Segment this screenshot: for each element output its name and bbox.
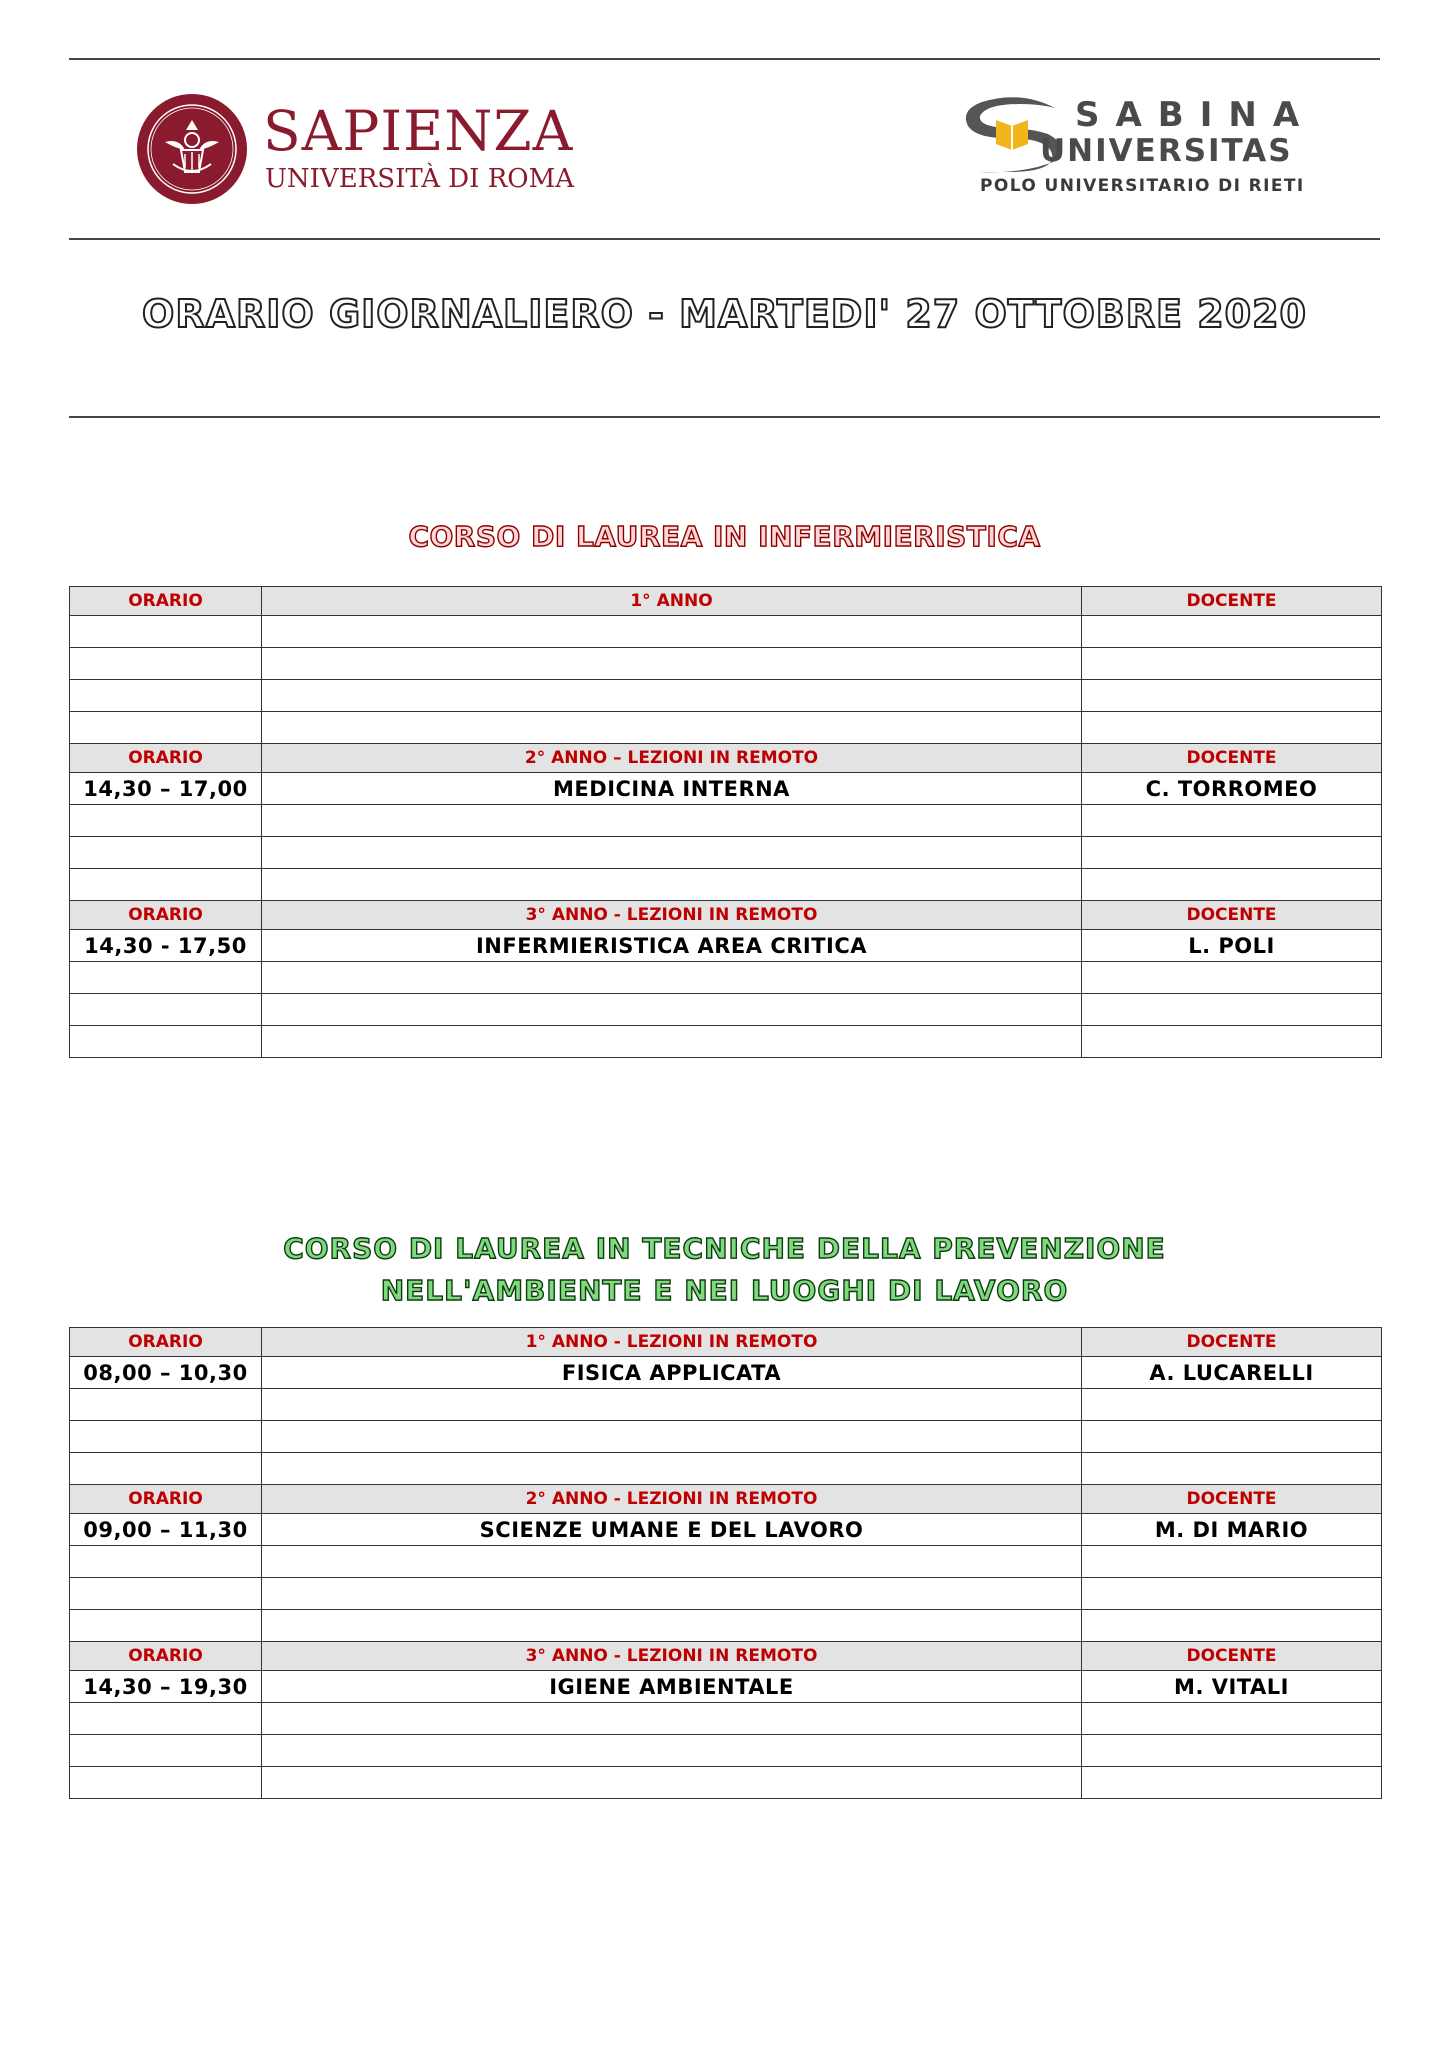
course-title-line-1: CORSO DI LAUREA IN TECNICHE DELLA PREVENZIONE bbox=[283, 1232, 1166, 1265]
table-row bbox=[70, 1703, 1382, 1735]
subject-cell: MEDICINA INTERNA bbox=[262, 773, 1082, 805]
teacher-cell bbox=[1082, 712, 1382, 744]
table-row bbox=[70, 930, 1382, 962]
time-header: ORARIO bbox=[70, 587, 262, 616]
table-row bbox=[70, 1546, 1382, 1578]
subject-cell: SCIENZE UMANE E DEL LAVORO bbox=[262, 1514, 1082, 1546]
time-cell bbox=[70, 1703, 262, 1735]
teacher-cell bbox=[1082, 1453, 1382, 1485]
teacher-cell bbox=[1082, 837, 1382, 869]
year-header bbox=[70, 744, 1382, 773]
table-row bbox=[70, 1578, 1382, 1610]
table-row bbox=[70, 869, 1382, 901]
time-cell bbox=[70, 1546, 262, 1578]
table-row bbox=[70, 1514, 1382, 1546]
sabina-tagline: POLO UNIVERSITARIO DI RIETI bbox=[980, 176, 1305, 196]
time-cell: 14,30 – 19,30 bbox=[70, 1671, 262, 1703]
subject-cell: FISICA APPLICATA bbox=[262, 1357, 1082, 1389]
subject-cell bbox=[262, 1389, 1082, 1421]
top-divider bbox=[69, 58, 1380, 60]
table-row bbox=[70, 680, 1382, 712]
table-row bbox=[70, 837, 1382, 869]
time-header: ORARIO bbox=[70, 1642, 262, 1671]
time-cell bbox=[70, 1767, 262, 1799]
teacher-cell: L. POLI bbox=[1082, 930, 1382, 962]
teacher-cell bbox=[1082, 1735, 1382, 1767]
time-cell bbox=[70, 1453, 262, 1485]
time-header: ORARIO bbox=[70, 901, 262, 930]
year-header bbox=[70, 901, 1382, 930]
teacher-cell bbox=[1082, 869, 1382, 901]
subject-cell bbox=[262, 869, 1082, 901]
teacher-cell bbox=[1082, 1703, 1382, 1735]
header-divider bbox=[69, 238, 1380, 240]
subject-cell bbox=[262, 648, 1082, 680]
table-row bbox=[70, 616, 1382, 648]
subject-cell bbox=[262, 1735, 1082, 1767]
time-cell bbox=[70, 1389, 262, 1421]
subject-cell bbox=[262, 1767, 1082, 1799]
schedule-table-infermieristica bbox=[69, 586, 1382, 1058]
year-header bbox=[70, 1485, 1382, 1514]
year-label: 2° ANNO - LEZIONI IN REMOTO bbox=[262, 1485, 1082, 1514]
time-cell bbox=[70, 962, 262, 994]
table-row bbox=[70, 1453, 1382, 1485]
subject-cell bbox=[262, 962, 1082, 994]
table-row bbox=[70, 1610, 1382, 1642]
time-cell bbox=[70, 712, 262, 744]
year-header bbox=[70, 1642, 1382, 1671]
time-header: ORARIO bbox=[70, 1485, 262, 1514]
subject-cell: IGIENE AMBIENTALE bbox=[262, 1671, 1082, 1703]
teacher-cell bbox=[1082, 648, 1382, 680]
subject-cell bbox=[262, 1546, 1082, 1578]
time-header: ORARIO bbox=[70, 1328, 262, 1357]
teacher-cell bbox=[1082, 680, 1382, 712]
teacher-header: DOCENTE bbox=[1082, 744, 1382, 773]
teacher-cell: M. DI MARIO bbox=[1082, 1514, 1382, 1546]
table-row bbox=[70, 1421, 1382, 1453]
table-row bbox=[70, 1026, 1382, 1058]
teacher-header: DOCENTE bbox=[1082, 1485, 1382, 1514]
time-cell bbox=[70, 1578, 262, 1610]
table-row bbox=[70, 712, 1382, 744]
teacher-cell bbox=[1082, 1421, 1382, 1453]
teacher-cell bbox=[1082, 962, 1382, 994]
subject-cell bbox=[262, 1703, 1082, 1735]
year-header bbox=[70, 587, 1382, 616]
teacher-cell bbox=[1082, 1546, 1382, 1578]
year-label: 3° ANNO - LEZIONI IN REMOTO bbox=[262, 901, 1082, 930]
year-label: 1° ANNO bbox=[262, 587, 1082, 616]
teacher-header: DOCENTE bbox=[1082, 1642, 1382, 1671]
subject-cell bbox=[262, 1026, 1082, 1058]
year-label: 1° ANNO - LEZIONI IN REMOTO bbox=[262, 1328, 1082, 1357]
subject-cell bbox=[262, 994, 1082, 1026]
teacher-cell bbox=[1082, 1389, 1382, 1421]
title-divider bbox=[69, 416, 1380, 418]
page-title: ORARIO GIORNALIERO - MARTEDI' 27 OTTOBRE 2020 bbox=[142, 292, 1307, 336]
time-cell bbox=[70, 1735, 262, 1767]
teacher-cell bbox=[1082, 616, 1382, 648]
teacher-cell: M. VITALI bbox=[1082, 1671, 1382, 1703]
sabina-logo bbox=[960, 92, 1320, 207]
teacher-cell: C. TORROMEO bbox=[1082, 773, 1382, 805]
teacher-cell bbox=[1082, 1767, 1382, 1799]
table-row bbox=[70, 1389, 1382, 1421]
teacher-cell bbox=[1082, 1610, 1382, 1642]
sabina-name: SABINA bbox=[1075, 95, 1316, 135]
subject-cell bbox=[262, 680, 1082, 712]
subject-cell bbox=[262, 1578, 1082, 1610]
table-row bbox=[70, 773, 1382, 805]
sabina-subname: UNIVERSITAS bbox=[1040, 133, 1293, 169]
time-cell bbox=[70, 1610, 262, 1642]
time-cell: 14,30 - 17,50 bbox=[70, 930, 262, 962]
time-cell bbox=[70, 680, 262, 712]
time-cell: 08,00 – 10,30 bbox=[70, 1357, 262, 1389]
time-cell bbox=[70, 648, 262, 680]
teacher-header: DOCENTE bbox=[1082, 587, 1382, 616]
year-label: 3° ANNO - LEZIONI IN REMOTO bbox=[262, 1642, 1082, 1671]
time-cell bbox=[70, 1026, 262, 1058]
sapienza-logo bbox=[135, 90, 574, 210]
course-title-line-2: NELL'AMBIENTE E NEI LUOGHI DI LAVORO bbox=[380, 1274, 1069, 1307]
table-row bbox=[70, 1767, 1382, 1799]
time-cell bbox=[70, 616, 262, 648]
table-row bbox=[70, 994, 1382, 1026]
table-row bbox=[70, 805, 1382, 837]
teacher-header: DOCENTE bbox=[1082, 901, 1382, 930]
sapienza-seal-icon bbox=[135, 92, 249, 206]
teacher-cell bbox=[1082, 805, 1382, 837]
table-row bbox=[70, 648, 1382, 680]
time-cell: 09,00 – 11,30 bbox=[70, 1514, 262, 1546]
sapienza-name: SAPIENZA bbox=[263, 99, 574, 163]
time-cell bbox=[70, 869, 262, 901]
table-row bbox=[70, 1671, 1382, 1703]
table-row bbox=[70, 1357, 1382, 1389]
time-header: ORARIO bbox=[70, 744, 262, 773]
table-row bbox=[70, 962, 1382, 994]
year-header bbox=[70, 1328, 1382, 1357]
teacher-cell: A. LUCARELLI bbox=[1082, 1357, 1382, 1389]
subject-cell bbox=[262, 616, 1082, 648]
subject-cell bbox=[262, 1421, 1082, 1453]
time-cell bbox=[70, 1421, 262, 1453]
subject-cell bbox=[262, 1610, 1082, 1642]
course-title-infermieristica: CORSO DI LAUREA IN INFERMIERISTICA bbox=[408, 520, 1041, 553]
subject-cell bbox=[262, 712, 1082, 744]
teacher-cell bbox=[1082, 1578, 1382, 1610]
course-title-tecniche-prevenzione bbox=[69, 1228, 1380, 1312]
teacher-cell bbox=[1082, 1026, 1382, 1058]
subject-cell bbox=[262, 1453, 1082, 1485]
sapienza-subtitle: UNIVERSITÀ DI ROMA bbox=[265, 164, 574, 194]
subject-cell bbox=[262, 837, 1082, 869]
time-cell bbox=[70, 994, 262, 1026]
time-cell: 14,30 – 17,00 bbox=[70, 773, 262, 805]
time-cell bbox=[70, 805, 262, 837]
year-label: 2° ANNO – LEZIONI IN REMOTO bbox=[262, 744, 1082, 773]
subject-cell: INFERMIERISTICA AREA CRITICA bbox=[262, 930, 1082, 962]
time-cell bbox=[70, 837, 262, 869]
schedule-table-tecniche-prevenzione bbox=[69, 1327, 1382, 1799]
subject-cell bbox=[262, 805, 1082, 837]
teacher-cell bbox=[1082, 994, 1382, 1026]
table-row bbox=[70, 1735, 1382, 1767]
teacher-header: DOCENTE bbox=[1082, 1328, 1382, 1357]
